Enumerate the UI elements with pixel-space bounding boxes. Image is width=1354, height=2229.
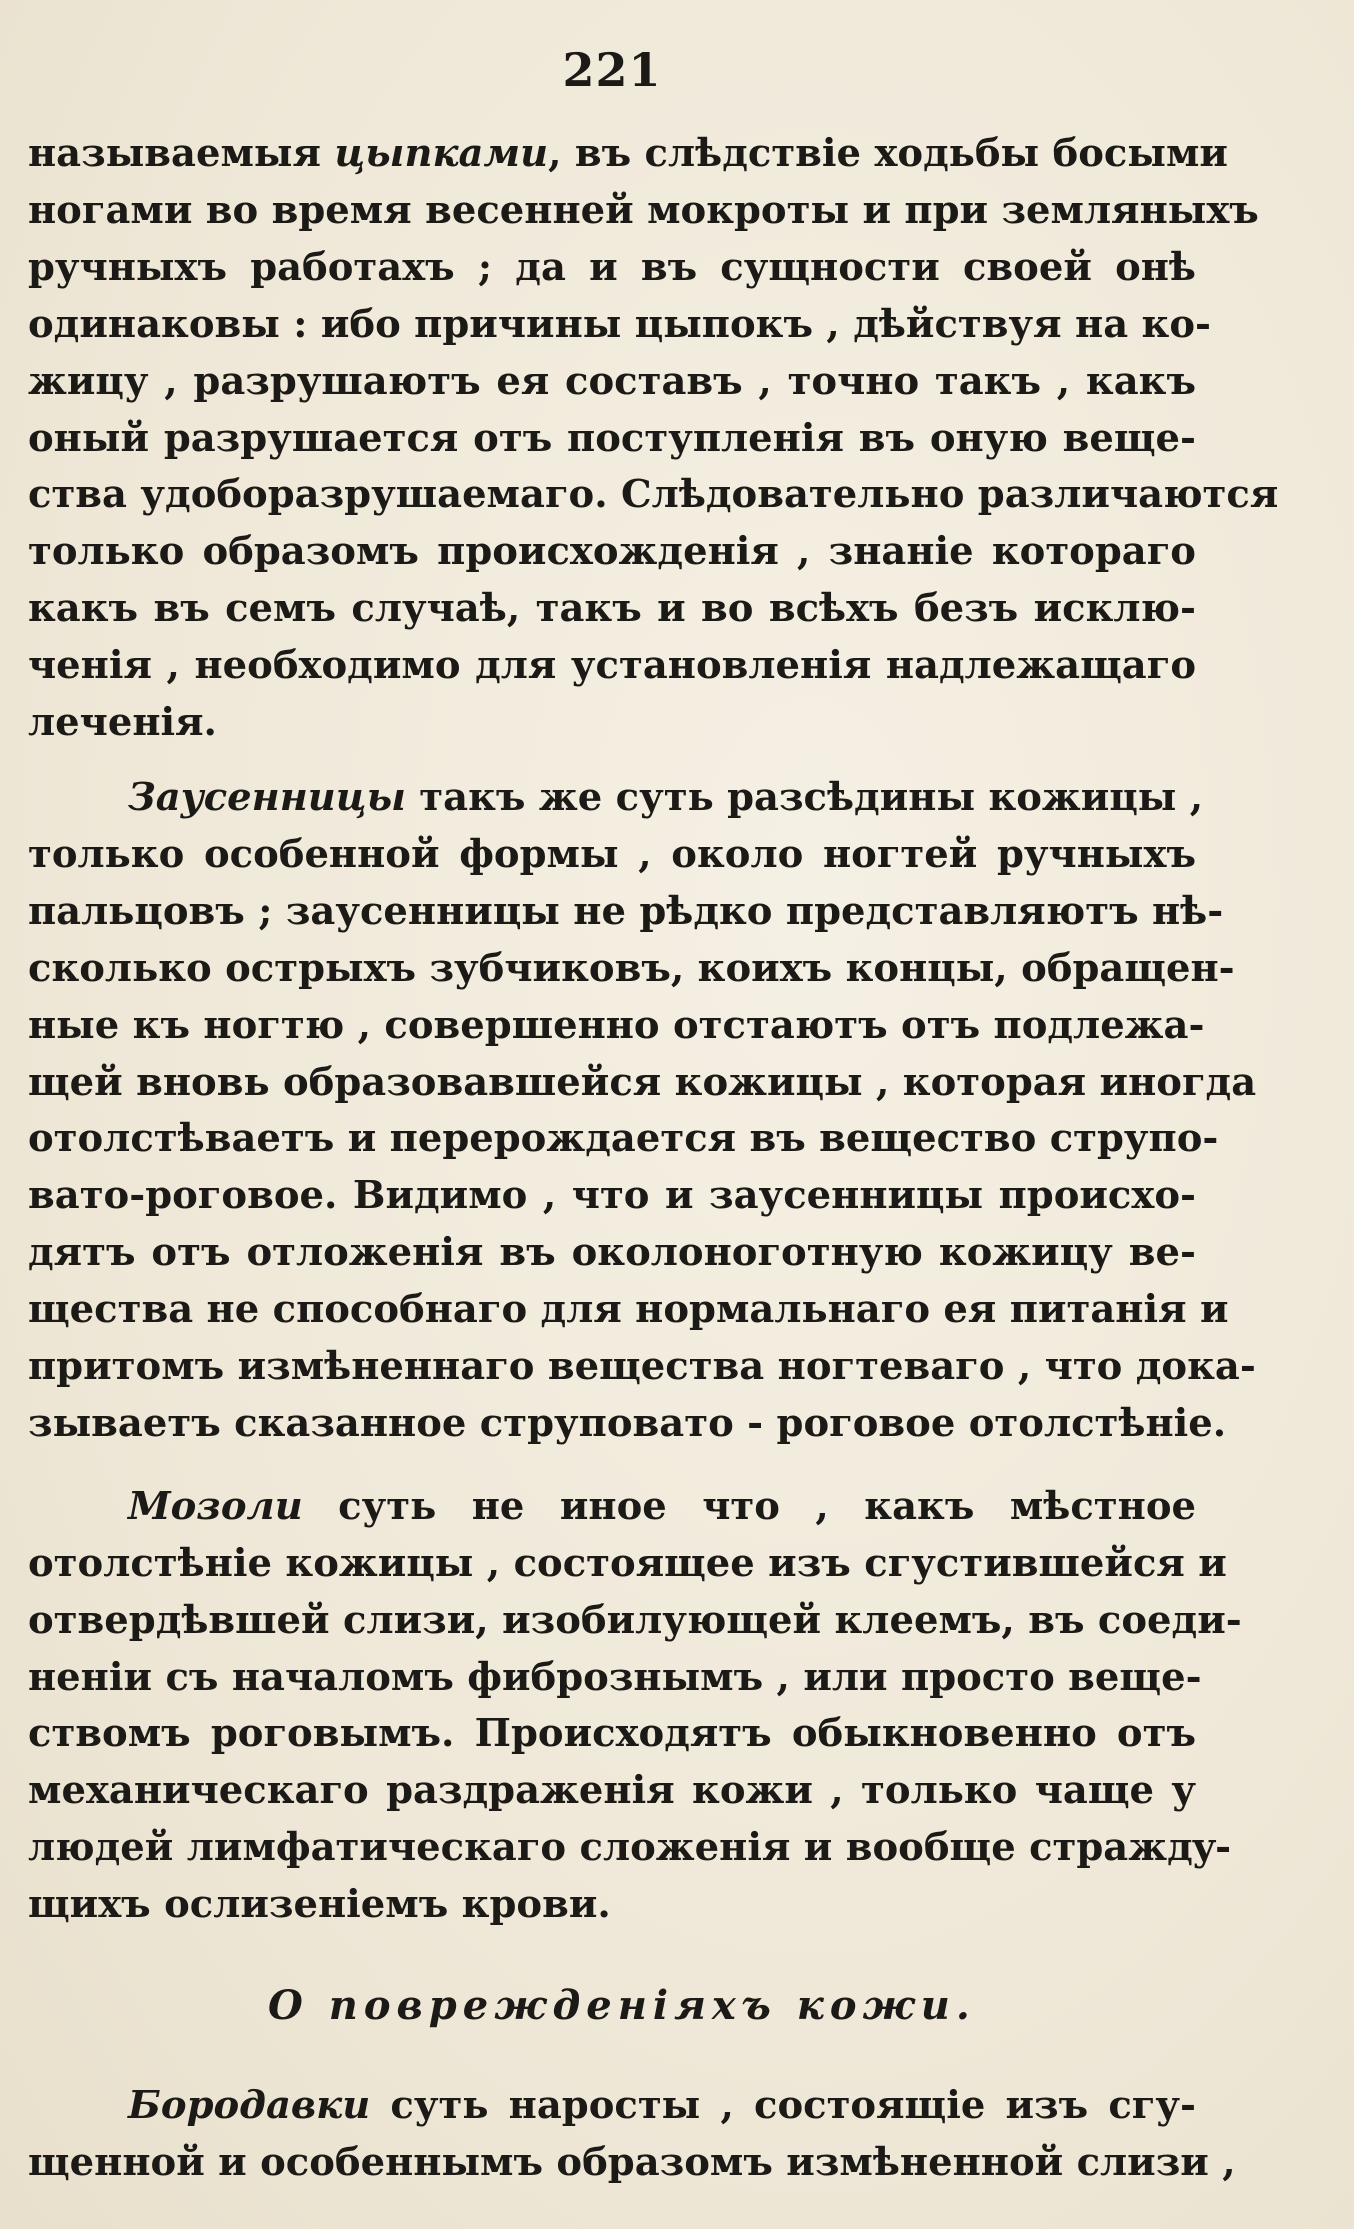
text-line: отолстѣваетъ и перерождается въ вещество струпо- [28, 1116, 1219, 1162]
text-line: отолстѣніе кожицы , состоящее изъ сгустившейся и [28, 1540, 1227, 1586]
text-line: притомъ измѣненнаго вещества ногтеваго , что дока- [28, 1344, 1256, 1390]
text-line: ченія , необходимо для установленія надлежащаго [28, 643, 1196, 689]
term-borodavki: Бородавки [128, 2083, 371, 2129]
text-line: леченія. [28, 700, 217, 746]
text-line: ные къ ногтю , совершенно отстаютъ отъ подлежа- [28, 1002, 1205, 1048]
term-tsypki: цыпками [334, 131, 549, 176]
text-line: Бородавки суть наросты , состоящіе изъ сгу- [128, 2083, 1196, 2129]
text-line: оный разрушается отъ поступленія въ оную веще- [28, 415, 1196, 461]
text-line: щей вновь образовавшейся кожицы , которая иногда [28, 1059, 1257, 1105]
text-line: какъ въ семъ случаѣ, такъ и во всѣхъ безъ исклю- [28, 586, 1196, 632]
paragraph-1 [28, 126, 1279, 752]
text-line: одинаковы : ибо причины цыпокъ , дѣйствуя на ко- [28, 301, 1212, 347]
term-mozoli: Мозоли [128, 1483, 303, 1529]
text-line: механическаго раздраженія кожи , только чаще у [28, 1768, 1196, 1814]
text-line: ствомъ роговымъ. Происходятъ обыкновенно отъ [28, 1711, 1196, 1757]
text-line: вато-роговое. Видимо , что и заусенницы происхо- [28, 1173, 1196, 1219]
text-line: только особенной формы , около ногтей ручныхъ [28, 831, 1196, 877]
text-line: пальцовъ ; заусенницы не рѣдко представляютъ нѣ- [28, 888, 1224, 934]
paragraph-2 [28, 770, 1257, 1453]
text-line: называемыя цыпками, въ слѣдствіе ходьбы босыми [28, 131, 1228, 176]
text-line: Заусенницы такъ же суть разсѣдины кожицы , [128, 774, 1204, 820]
text-line: сколько острыхъ зубчиковъ, коихъ концы, обращен- [28, 945, 1235, 991]
text-line: щества не способнаго для нормальнаго ея питанія и [28, 1287, 1229, 1333]
section-heading: О поврежденіяхъ кожи. [268, 1982, 976, 2030]
text-line: людей лимфатическаго сложенія и вообще страждy- [28, 1825, 1232, 1871]
text-line: ручныхъ работахъ ; да и въ сущности своей онѣ [28, 244, 1196, 290]
text-line: только образомъ происхожденія , знаніе котораго [28, 529, 1196, 575]
paragraph-3 [28, 1479, 1242, 1934]
term-zausennitsy: Заусенницы [128, 774, 406, 820]
text-line: ства удоборазрушаемаго. Слѣдовательно различаются [28, 472, 1279, 518]
paragraph-4 [28, 2078, 1236, 2192]
text-line: зываетъ сказанное струповато - роговое отолстѣніе. [28, 1400, 1227, 1446]
text-line: ногами во время весенней мокроты и при земляныхъ [28, 187, 1259, 233]
text-line: отвердѣвшей слизи, изобилующей клеемъ, въ соеди- [28, 1597, 1242, 1643]
text-line: Мозоли суть не иное что , какъ мѣстное [128, 1483, 1196, 1529]
text-line: неніи съ началомъ фибрознымъ , или просто веще- [28, 1654, 1202, 1700]
text-line: щенной и особеннымъ образомъ измѣненной слизи , [28, 2140, 1236, 2185]
text-line: дятъ отъ отложенія въ околоноготную кожицу ве- [28, 1230, 1196, 1276]
book-page [28, 30, 1279, 2192]
text-line: щихъ ослизеніемъ крови. [28, 1882, 611, 1928]
text-line: жицу , разрушаютъ ея составъ , точно такъ , какъ [28, 358, 1196, 404]
page-number: 221 [562, 43, 662, 97]
